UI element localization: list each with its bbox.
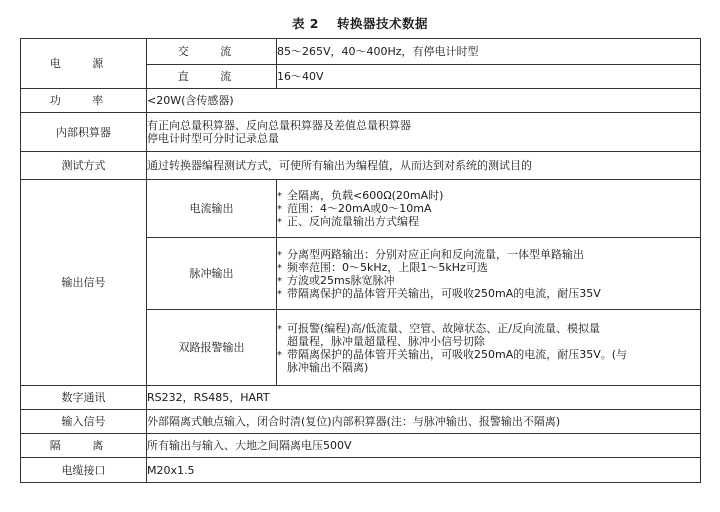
list-item: * 带隔离保护的晶体管开关输出，可吸收250mA的电流，耐压35V xyxy=(277,287,700,300)
totalizer-line: 停电计时型可分时记录总量 xyxy=(147,132,279,145)
totalizer-line: 有正向总量积算器、反向总量积算器及差值总量积算器 xyxy=(147,119,411,132)
alarm-output-value xyxy=(277,310,701,386)
input-label: 输入信号 xyxy=(21,410,147,434)
table-caption xyxy=(0,14,720,32)
dc-value: 16～40V xyxy=(277,65,701,89)
test-mode-label: 测试方式 xyxy=(21,152,147,180)
pulse-output-label: 脉冲输出 xyxy=(147,238,277,310)
isolation-label: 隔 离 xyxy=(21,434,147,458)
output-label: 输出信号 xyxy=(21,180,147,386)
table-row xyxy=(21,458,701,483)
test-mode-value: 通过转换器编程测试方式，可使所有输出为编程值，从而达到对系统的测试目的 xyxy=(147,152,701,180)
list-item: * 范围：4～20mA或0～10mA xyxy=(277,202,700,215)
list-item: * 分离型两路输出：分别对应正向和反向流量，一体型单路输出 xyxy=(277,248,700,261)
current-output-value xyxy=(277,180,701,238)
comm-value: RS232，RS485，HART xyxy=(147,386,701,410)
pulse-output-value xyxy=(277,238,701,310)
table-row xyxy=(21,113,701,152)
totalizer-label: 内部积算器 xyxy=(21,113,147,152)
ac-label: 交 流 xyxy=(147,39,277,65)
table-row xyxy=(21,39,701,65)
spec-table xyxy=(20,38,701,483)
table-title: 转换器技术数据 xyxy=(337,16,429,31)
current-output-label: 电流输出 xyxy=(147,180,277,238)
table-row xyxy=(21,386,701,410)
comm-label: 数字通讯 xyxy=(21,386,147,410)
isolation-value: 所有输出与输入、大地之间隔离电压500V xyxy=(147,434,701,458)
cable-value: M20x1.5 xyxy=(147,458,701,483)
power-label: 电 源 xyxy=(21,39,147,89)
table-row xyxy=(21,89,701,113)
list-item: * 带隔离保护的晶体管开关输出，可吸收250mA的电流，耐压35V。(与 脉冲输出不隔离) xyxy=(277,348,700,374)
cable-label: 电缆接口 xyxy=(21,458,147,483)
table-row xyxy=(21,152,701,180)
table-row xyxy=(21,434,701,458)
table-row xyxy=(21,180,701,238)
table-row xyxy=(21,410,701,434)
ac-value: 85～265V，40～400Hz，有停电计时型 xyxy=(277,39,701,65)
alarm-output-label: 双路报警输出 xyxy=(147,310,277,386)
dc-label: 直 流 xyxy=(147,65,277,89)
list-item: * 频率范围：0～5kHz，上限1～5kHz可选 xyxy=(277,261,700,274)
list-item: * 可报警(编程)高/低流量、空管、故障状态、正/反向流量、模拟量 超量程，脉冲量超量程、脉冲小信号切除 xyxy=(277,322,700,348)
list-item: * 正、反向流量输出方式编程 xyxy=(277,215,700,228)
input-value: 外部隔离式触点输入，闭合时清(复位)内部积算器(注：与脉冲输出、报警输出不隔离) xyxy=(147,410,701,434)
consumption-value: <20W(含传感器) xyxy=(147,89,701,113)
consumption-label: 功 率 xyxy=(21,89,147,113)
totalizer-value xyxy=(147,113,701,152)
list-item: * 全隔离，负载<600Ω(20mA时) xyxy=(277,189,700,202)
list-item: * 方波或25ms脉宽脉冲 xyxy=(277,274,700,287)
table-number: 表 2 xyxy=(291,16,320,31)
